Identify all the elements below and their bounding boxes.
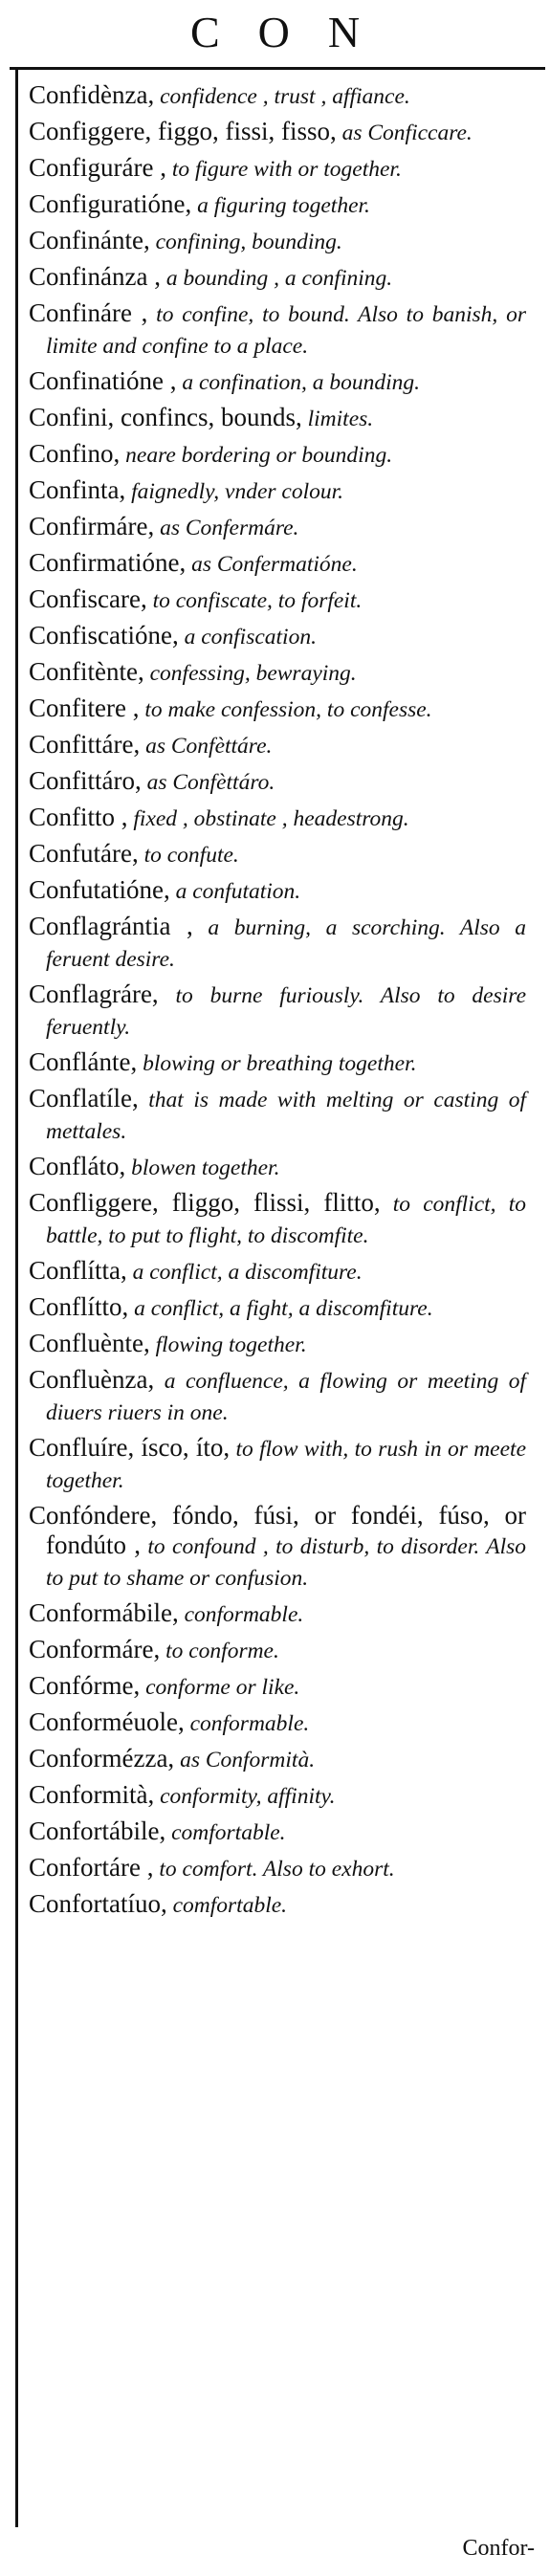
gloss: conforme or like. (140, 1675, 300, 1700)
headword: Confutáre, (29, 839, 139, 868)
gloss: limites. (301, 407, 374, 431)
dictionary-entry (29, 1433, 526, 1496)
dictionary-entry (29, 1047, 526, 1079)
dictionary-entry (29, 117, 526, 148)
gloss: fixed , obstinate , headestrong. (127, 806, 409, 831)
headword: Configgere, figgo, fissi, fisso, (29, 117, 337, 145)
gloss: that is made with melting or casting of mettales. (46, 1088, 526, 1144)
gloss: to flow with, to rush in or meete together. (46, 1437, 526, 1493)
dictionary-entry (29, 1780, 526, 1812)
headword: Confini, confincs, bounds, (29, 403, 302, 431)
dictionary-entry (29, 1707, 526, 1739)
gloss: a burning, a scorching. Also a feruent desire. (46, 915, 527, 972)
headword: Conformáre, (29, 1635, 161, 1663)
dictionary-entry (29, 1329, 526, 1360)
top-rule (10, 67, 545, 70)
gloss: to confine, to bound. Also to banish, or limite and confine to a place. (46, 302, 526, 359)
headword: Confirmatióne, (29, 548, 187, 577)
gloss: as Conficcare. (336, 121, 473, 145)
dictionary-entry (29, 1671, 526, 1703)
dictionary-entry (29, 1084, 526, 1147)
dictionary-entry (29, 226, 526, 257)
gloss: a confutation. (169, 879, 301, 904)
headword: Confóndere, fóndo, fúsi, or fondéi, fúso, or fondúto , (29, 1501, 526, 1559)
dictionary-entry (29, 1365, 526, 1428)
gloss: to confiscate, to forfeit. (146, 588, 363, 613)
dictionary-entry (29, 189, 526, 221)
running-head: CON (189, 8, 399, 56)
left-column-rule (15, 69, 18, 2527)
dictionary-entry (29, 475, 526, 507)
dictionary-entry (29, 730, 526, 761)
headword: Confortatíuo, (29, 1889, 167, 1918)
dictionary-entry (29, 80, 526, 112)
gloss: a confluence, a flowing or meeting of diuers riuers in one. (46, 1369, 526, 1425)
headword: Confinta, (29, 475, 126, 504)
gloss: a bounding , a confining. (160, 266, 393, 291)
headword: Confiscatióne, (29, 621, 179, 650)
headword: Confino, (29, 439, 121, 468)
gloss: conformable. (178, 1602, 304, 1627)
dictionary-entry (29, 439, 526, 471)
dictionary-entry (29, 980, 526, 1043)
headword: Confináre , (29, 298, 148, 327)
gloss: a figuring together. (191, 193, 370, 218)
headword: Conformábile, (29, 1598, 179, 1627)
headword: Confláto, (29, 1152, 126, 1180)
gloss: to conforme. (160, 1639, 279, 1663)
headword: Confliggere, fliggo, flissi, flitto, (29, 1188, 381, 1217)
dictionary-entry (29, 1853, 526, 1884)
dictionary-entry (29, 803, 526, 834)
gloss: comfortable. (166, 1893, 288, 1918)
gloss: a conflict, a discomfiture. (126, 1260, 363, 1285)
dictionary-entry (29, 694, 526, 725)
headword: Confortáre , (29, 1853, 154, 1882)
headword: Confortábile, (29, 1816, 166, 1845)
dictionary-entry (29, 512, 526, 543)
dictionary-entry (29, 153, 526, 185)
gloss: to burne furiously. Also to desire feruently. (46, 983, 526, 1040)
gloss: as Confermáre. (154, 516, 299, 540)
gloss: to comfort. Also to exhort. (153, 1857, 395, 1882)
dictionary-entry (29, 584, 526, 616)
headword: Confinánte, (29, 226, 150, 254)
headword: Conforméuole, (29, 1707, 185, 1736)
gloss: to confute. (138, 843, 239, 868)
headword: Conformità, (29, 1780, 155, 1809)
gloss: to make confession, to confesse. (139, 697, 432, 722)
gloss: to figure with or together. (165, 157, 402, 182)
gloss: conformity, affinity. (154, 1784, 336, 1809)
dictionary-entry (29, 1598, 526, 1630)
headword: Confittáre, (29, 730, 141, 759)
dictionary-entry (29, 1152, 526, 1183)
headword: Confiscare, (29, 584, 147, 613)
headword: Confluènza, (29, 1365, 155, 1394)
headword: Conflagrántia , (29, 912, 193, 940)
gloss: a conflict, a fight, a discomfiture. (128, 1296, 433, 1321)
dictionary-entry (29, 548, 526, 580)
headword: Confitto , (29, 803, 128, 831)
headword: Conformézza, (29, 1744, 175, 1772)
headword: Confinatióne , (29, 366, 177, 395)
headword: Configuráre , (29, 153, 166, 182)
page-header (0, 0, 550, 61)
headword: Conflagráre, (29, 980, 159, 1008)
catchword: Confor- (462, 2536, 535, 2561)
dictionary-entry (29, 839, 526, 870)
dictionary-entry (29, 1744, 526, 1775)
headword: Confirmáre, (29, 512, 155, 540)
headword: Confinánza , (29, 262, 161, 291)
headword: Confutatióne, (29, 875, 170, 904)
headword: Confitere , (29, 694, 140, 722)
dictionary-entry (29, 657, 526, 689)
dictionary-entry (29, 1501, 526, 1594)
gloss: confining, bounding. (149, 230, 342, 254)
dictionary-entries (29, 80, 526, 1926)
headword: Confluènte, (29, 1329, 150, 1357)
gloss: blowen together. (125, 1156, 280, 1180)
dictionary-entry (29, 1256, 526, 1288)
gloss: neare bordering or bounding. (120, 443, 393, 468)
dictionary-entry (29, 403, 526, 434)
headword: Conflatíle, (29, 1084, 139, 1112)
gloss: a confination, a bounding. (176, 370, 421, 395)
gloss: confidence , trust , affiance. (154, 84, 410, 109)
headword: Confittáro, (29, 766, 142, 795)
gloss: as Conformità. (174, 1748, 316, 1772)
headword: Confluíre, ísco, íto, (29, 1433, 231, 1462)
dictionary-entry (29, 1635, 526, 1666)
gloss: a confiscation. (178, 625, 317, 650)
gloss: as Confèttáro. (141, 770, 275, 795)
dictionary-entry (29, 1292, 526, 1324)
headword: Confidènza, (29, 80, 155, 109)
gloss: flowing together. (149, 1332, 307, 1357)
headword: Confitènte, (29, 657, 144, 686)
gloss: conformable. (184, 1711, 310, 1736)
gloss: to conflict, to battle, to put to flight, to discomfite. (46, 1192, 526, 1248)
gloss: faignedly, vnder colour. (125, 479, 344, 504)
dictionary-entry (29, 366, 526, 398)
dictionary-entry (29, 298, 526, 362)
headword: Conflítto, (29, 1292, 129, 1321)
dictionary-entry (29, 621, 526, 652)
gloss: blowing or breathing together. (137, 1051, 417, 1076)
dictionary-entry (29, 912, 526, 975)
headword: Conflítta, (29, 1256, 127, 1285)
gloss: as Confermatióne. (186, 552, 358, 577)
gloss: as Confèttáre. (140, 734, 273, 759)
headword: Conflánte, (29, 1047, 138, 1076)
headword: Configuratióne, (29, 189, 192, 218)
dictionary-entry (29, 875, 526, 907)
gloss: to confound , to disturb, to disorder. Also to put to shame or confusion. (46, 1534, 527, 1591)
dictionary-entry (29, 1889, 526, 1921)
dictionary-entry (29, 1816, 526, 1848)
dictionary-entry (29, 1188, 526, 1251)
dictionary-entry (29, 766, 526, 798)
headword: Confórme, (29, 1671, 141, 1700)
dictionary-entry (29, 262, 526, 294)
gloss: comfortable. (165, 1820, 286, 1845)
gloss: confessing, bewraying. (143, 661, 357, 686)
